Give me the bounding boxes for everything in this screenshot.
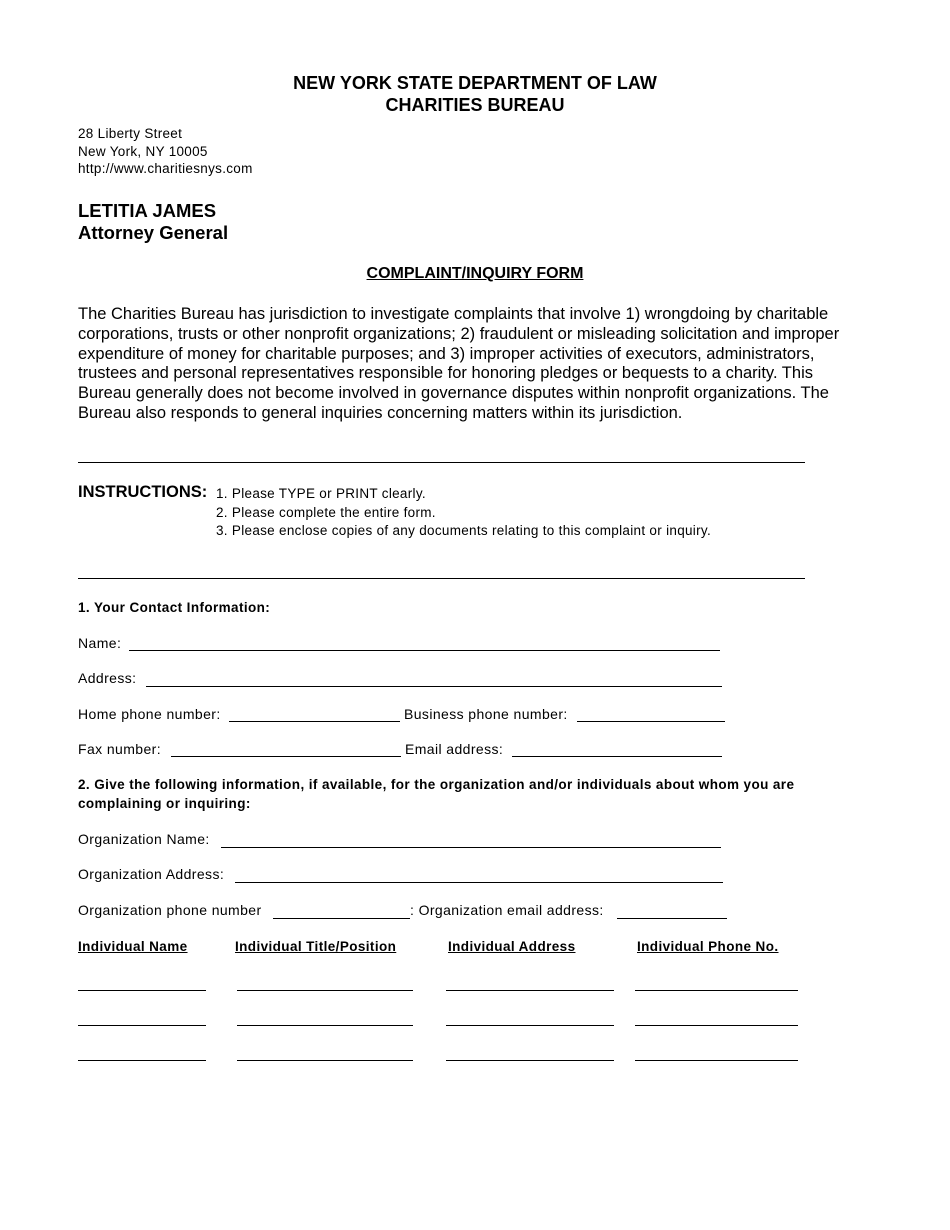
individual-phone-field[interactable] <box>635 1060 798 1061</box>
instruction-item: 2. Please complete the entire form. <box>216 504 436 520</box>
org-name-field[interactable] <box>221 847 721 848</box>
individual-phone-field[interactable] <box>635 990 798 991</box>
instruction-item: 1. Please TYPE or PRINT clearly. <box>216 486 426 501</box>
email-label: Email address: <box>405 741 504 757</box>
instructions-list <box>216 485 711 541</box>
divider-bottom <box>78 578 805 579</box>
home-phone-label: Home phone number: <box>78 706 221 722</box>
address-street: 28 Liberty Street <box>78 126 183 141</box>
business-phone-field[interactable] <box>577 721 725 722</box>
individual-phone-field[interactable] <box>635 1025 798 1026</box>
intro-line: Bureau generally does not become involved in governance disputes within nonprofit organizations. The <box>78 384 829 403</box>
intro-line: Bureau also responds to general inquiries concerning matters within its jurisdiction. <box>78 403 683 422</box>
org-phone-label: Organization phone number <box>78 902 262 918</box>
section2-title-line: complaining or inquiring: <box>78 796 251 811</box>
individual-name-field[interactable] <box>78 1025 206 1026</box>
fax-field[interactable] <box>171 756 401 757</box>
address-block <box>78 125 253 178</box>
org-email-label: : Organization email address: <box>410 902 604 918</box>
col-header-phone: Individual Phone No. <box>637 939 779 954</box>
address-city: New York, NY 10005 <box>78 143 208 159</box>
department-name: NEW YORK STATE DEPARTMENT OF LAW <box>293 73 657 93</box>
org-name-label: Organization Name: <box>78 831 210 847</box>
org-address-label: Organization Address: <box>78 866 225 882</box>
col-header-title: Individual Title/Position <box>235 939 397 954</box>
official-title: Attorney General <box>78 222 229 243</box>
intro-line: expenditure of money for charitable purposes; and 3) improper activities of executors, administrators, <box>78 344 815 363</box>
business-phone-label: Business phone number: <box>404 706 568 722</box>
address-label: Address: <box>78 670 137 686</box>
instruction-item: 3. Please enclose copies of any documents relating to this complaint or inquiry. <box>216 523 712 538</box>
address-website: http://www.charitiesnys.com <box>78 161 253 176</box>
intro-line: trustees and personal representatives responsible for honoring pledges or bequests to a charity. This <box>78 364 813 383</box>
official-name: LETITIA JAMES <box>78 200 217 221</box>
intro-paragraph <box>78 305 878 424</box>
individual-title-field[interactable] <box>237 1060 413 1061</box>
fax-label: Fax number: <box>78 741 161 757</box>
intro-line: corporations, trusts or other nonprofit organizations; 2) fraudulent or misleading solicitation and improper <box>78 324 840 343</box>
bureau-name: CHARITIES BUREAU <box>385 95 565 115</box>
instructions-heading: INSTRUCTIONS: <box>78 483 208 501</box>
col-header-name: Individual Name <box>78 939 188 954</box>
individual-address-field[interactable] <box>446 1060 614 1061</box>
section2-title-line: 2. Give the following information, if available, for the organization and/or individuals about whom you are <box>78 777 795 792</box>
individual-title-field[interactable] <box>237 990 413 991</box>
intro-line: The Charities Bureau has jurisdiction to investigate complaints that involve 1) wrongdoing by charitable <box>78 305 829 323</box>
individual-name-field[interactable] <box>78 990 206 991</box>
section2-title <box>78 775 898 813</box>
divider-top <box>78 462 805 463</box>
individual-title-field[interactable] <box>237 1025 413 1026</box>
official-block <box>78 200 228 244</box>
form-title: COMPLAINT/INQUIRY FORM <box>366 265 584 282</box>
org-email-field[interactable] <box>617 918 727 919</box>
home-phone-field[interactable] <box>229 721 400 722</box>
org-address-field[interactable] <box>235 882 723 883</box>
org-phone-field[interactable] <box>273 918 410 919</box>
address-field[interactable] <box>146 686 722 687</box>
individual-name-field[interactable] <box>78 1060 206 1061</box>
name-label: Name: <box>78 635 122 651</box>
name-field[interactable] <box>129 650 720 651</box>
email-field[interactable] <box>512 756 722 757</box>
individual-address-field[interactable] <box>446 1025 614 1026</box>
section1-title: 1. Your Contact Information: <box>78 600 271 615</box>
col-header-address: Individual Address <box>448 939 576 954</box>
individual-address-field[interactable] <box>446 990 614 991</box>
